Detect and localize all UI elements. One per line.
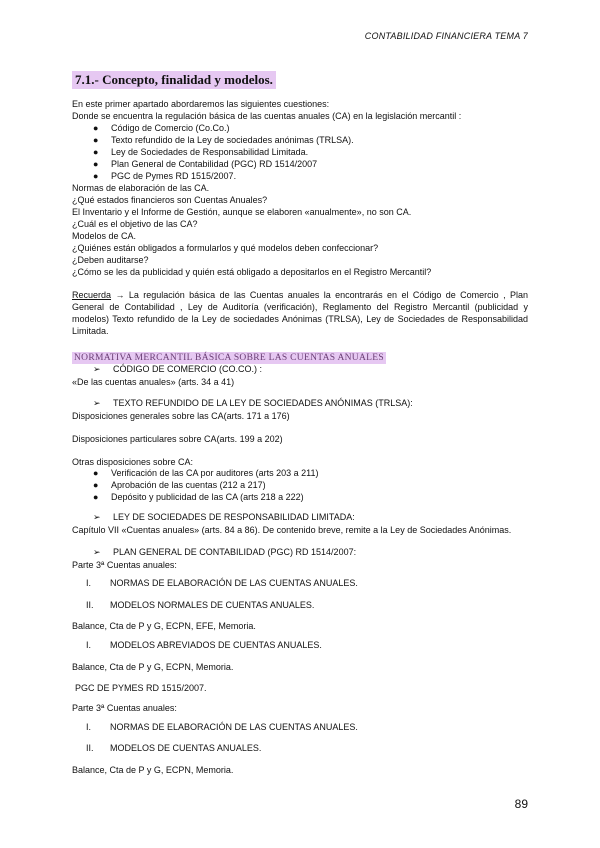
question-line: ¿Cómo se les da publicidad y quién está obligado a depositarlos en el Registro Mercantil? bbox=[72, 267, 432, 277]
arrow-bullet-icon: ➢ bbox=[93, 512, 101, 522]
recuerda-label: Recuerda bbox=[72, 290, 112, 300]
arrow-icon: → bbox=[115, 290, 125, 300]
bullet-icon: ● bbox=[93, 468, 99, 478]
page-number: 89 bbox=[514, 797, 528, 811]
question-line: Normas de elaboración de las CA. bbox=[72, 183, 210, 193]
bullet-icon: ● bbox=[93, 123, 99, 133]
bullet-icon: ● bbox=[93, 171, 99, 181]
numbered-item: I. NORMAS DE ELABORACIÓN DE LAS CUENTAS ANUALES. bbox=[86, 722, 358, 732]
text-line: «De las cuentas anuales» (arts. 34 a 41) bbox=[72, 377, 235, 387]
text-line: Balance, Cta de P y G, ECPN, EFE, Memoria. bbox=[72, 621, 256, 631]
list-item: ● PGC de Pymes RD 1515/2007. bbox=[93, 171, 237, 181]
arrow-bullet-icon: ➢ bbox=[93, 398, 101, 408]
text-line: Parte 3ª Cuentas anuales: bbox=[72, 560, 177, 570]
numbered-item: I. NORMAS DE ELABORACIÓN DE LAS CUENTAS ANUALES. bbox=[86, 578, 358, 588]
text-line: Balance, Cta de P y G, ECPN, Memoria. bbox=[72, 662, 234, 672]
list-item: ● Plan General de Contabilidad (PGC) RD 1514/2007 bbox=[93, 159, 318, 169]
law-heading: ➢ CÓDIGO DE COMERCIO (CO.CO.) : bbox=[93, 364, 263, 374]
bullet-icon: ● bbox=[93, 492, 99, 502]
subsection-heading: NORMATIVA MERCANTIL BÁSICA SOBRE LAS CUENTAS ANUALES bbox=[74, 353, 384, 363]
law-heading: ➢ LEY DE SOCIEDADES DE RESPONSABILIDAD LIMITADA: bbox=[93, 512, 355, 522]
text-line: Parte 3ª Cuentas anuales: bbox=[72, 703, 177, 713]
numbered-item: I. MODELOS ABREVIADOS DE CUENTAS ANUALES. bbox=[86, 640, 322, 650]
numbered-item: II. MODELOS NORMALES DE CUENTAS ANUALES. bbox=[86, 600, 315, 610]
bullet-icon: ● bbox=[93, 159, 99, 169]
section-heading: 7.1.- Concepto, finalidad y modelos. bbox=[72, 71, 276, 89]
question-line: ¿Qué estados financieros son Cuentas Anuales? bbox=[72, 195, 268, 205]
list-item: ● Texto refundido de la Ley de sociedades anónimas (TRLSA). bbox=[93, 135, 354, 145]
arrow-bullet-icon: ➢ bbox=[93, 364, 101, 374]
list-item: ● Aprobación de las cuentas (212 a 217) bbox=[93, 480, 266, 490]
bullet-icon: ● bbox=[93, 147, 99, 157]
question-line: Modelos de CA. bbox=[72, 231, 137, 241]
question-line: ¿Cuál es el objetivo de las CA? bbox=[72, 219, 198, 229]
question-line: ¿Deben auditarse? bbox=[72, 255, 149, 265]
intro-line: Donde se encuentra la regulación básica de las cuentas anuales (CA) en la legislación mercantil : bbox=[72, 111, 462, 121]
bullet-icon: ● bbox=[93, 480, 99, 490]
recuerda-paragraph: Recuerda → La regulación básica de las Cuentas anuales la encontrarás en el Código de Comercio , Plan General de Contabilidad , Ley de Auditoría (verificación), Reglamento del Registro Mercantil (publicidad y modelos) Texto refundido de la Ley de sociedades Anónimas (TRLSA), Ley de Sociedades de Responsabilidad Limitada. bbox=[72, 290, 528, 336]
text-line: Otras disposiciones sobre CA: bbox=[72, 457, 194, 467]
text-line: Capítulo VII «Cuentas anuales» (arts. 84 a 86). De contenido breve, remite a la Ley de Sociedades Anónimas. bbox=[72, 525, 512, 535]
running-header: CONTABILIDAD FINANCIERA TEMA 7 bbox=[364, 31, 528, 41]
text-line: Balance, Cta de P y G, ECPN, Memoria. bbox=[72, 765, 234, 775]
bullet-icon: ● bbox=[93, 135, 99, 145]
text-line: Disposiciones particulares sobre CA(arts. 199 a 202) bbox=[72, 434, 283, 444]
intro-line: En este primer apartado abordaremos las siguientes cuestiones: bbox=[72, 99, 330, 109]
question-line: ¿Quiénes están obligados a formularlos y qué modelos deben confeccionar? bbox=[72, 243, 379, 253]
list-item: ● Ley de Sociedades de Responsabilidad Limitada. bbox=[93, 147, 309, 157]
list-item: ● Verificación de las CA por auditores (arts 203 a 211) bbox=[93, 468, 319, 478]
numbered-item: II. MODELOS DE CUENTAS ANUALES. bbox=[86, 743, 262, 753]
arrow-bullet-icon: ➢ bbox=[93, 547, 101, 557]
text-line: Disposiciones generales sobre las CA(arts. 171 a 176) bbox=[72, 411, 290, 421]
law-heading: ➢ PLAN GENERAL DE CONTABILIDAD (PGC) RD 1514/2007: bbox=[93, 547, 357, 557]
law-heading: PGC DE PYMES RD 1515/2007. bbox=[75, 683, 207, 693]
law-heading: ➢ TEXTO REFUNDIDO DE LA LEY DE SOCIEDADES ANÓNIMAS (TRLSA): bbox=[93, 398, 413, 408]
list-item: ● Depósito y publicidad de las CA (arts 218 a 222) bbox=[93, 492, 304, 502]
list-item: ● Código de Comercio (Co.Co.) bbox=[93, 123, 230, 133]
question-line: El Inventario y el Informe de Gestión, aunque se elaboren «anualmente», no son CA. bbox=[72, 207, 412, 217]
